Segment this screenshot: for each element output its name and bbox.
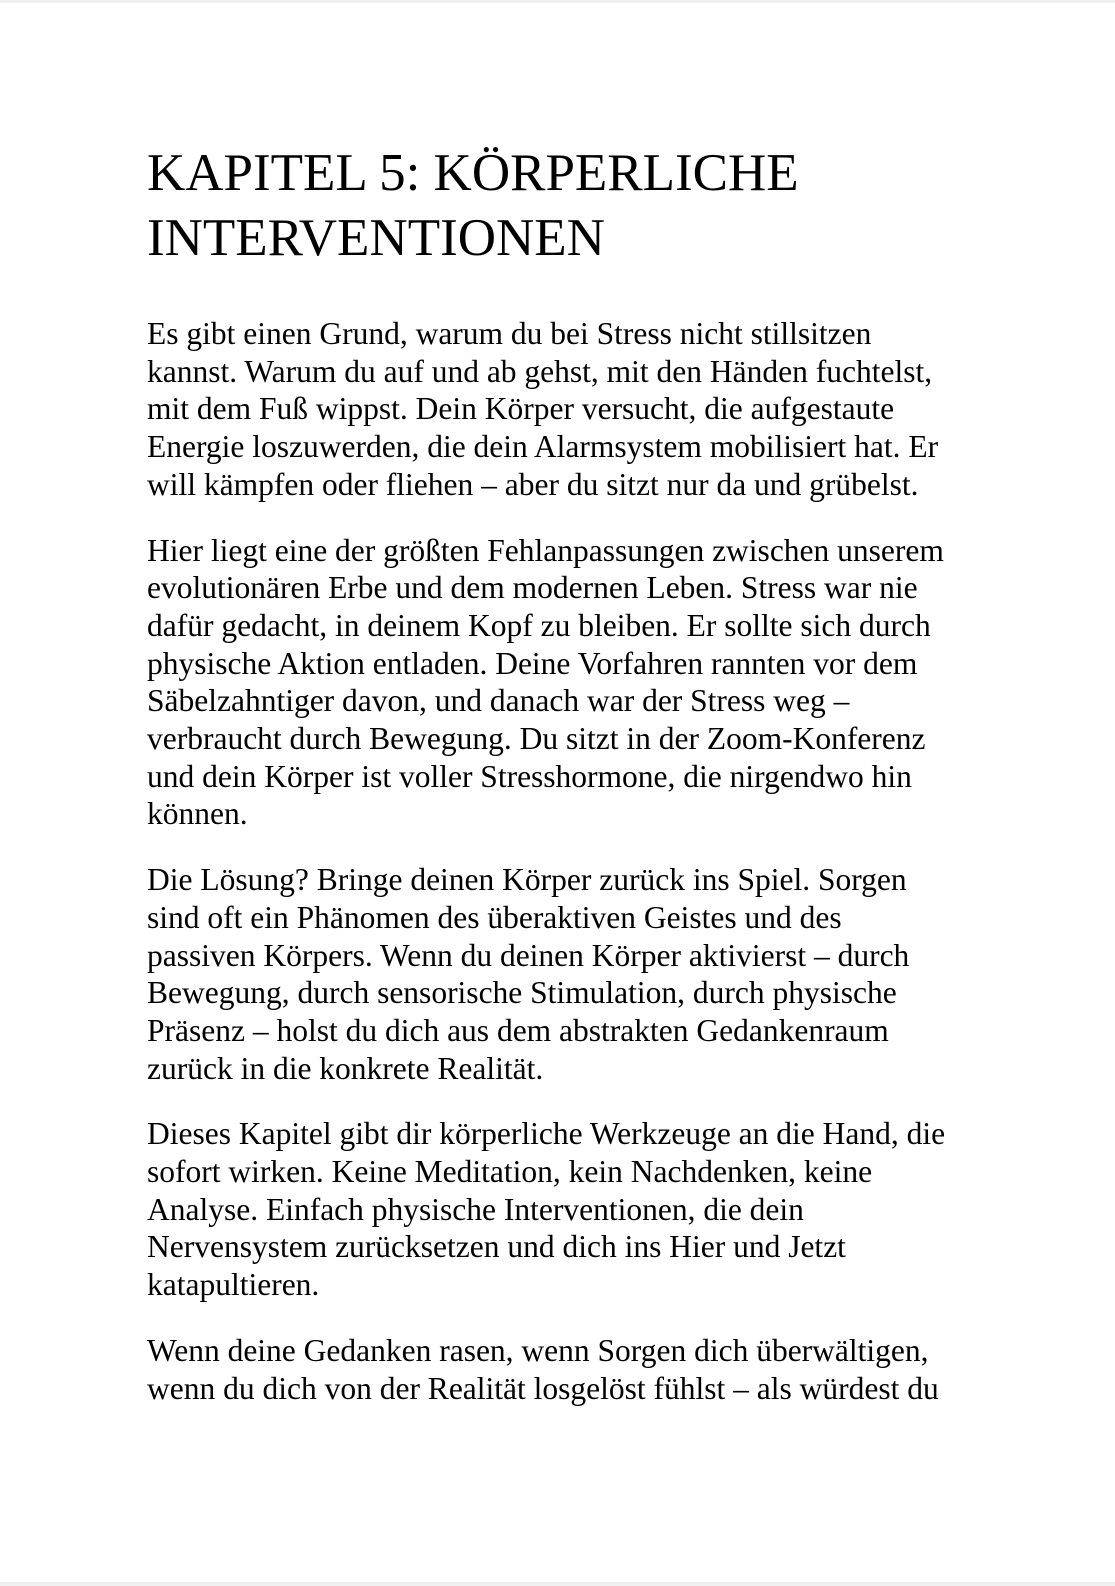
body-paragraph: Dieses Kapitel gibt dir körperliche Werkzeuge an die Hand, die sofort wirken. Keine Meditation, kein Nachdenken, keine Analyse. Einfach physische Interventionen, die dein Nervensystem zurücksetzen und dich ins Hier und Jetzt katapultieren. <box>147 1116 946 1303</box>
chapter-title: KAPITEL 5: KÖRPERLICHE INTERVENTIONEN <box>147 144 799 267</box>
body-paragraph: Es gibt einen Grund, warum du bei Stress nicht stillsitzen kannst. Warum du auf und ab gehst, mit den Händen fuchtelst, mit dem Fuß wippst. Dein Körper versucht, die aufgestaute Energie loszuwerden, die dein Alarmsystem mobilisiert hat. Er will kämpfen oder fliehen – aber du sitzt nur da und grübelst. <box>147 316 939 502</box>
body-paragraph: Wenn deine Gedanken rasen, wenn Sorgen dich überwältigen, wenn du dich von der Realität losgelöst fühlst – als würdest du <box>147 1332 939 1406</box>
page-bottom-divider <box>0 1582 1115 1586</box>
body-paragraph: Hier liegt eine der größten Fehlanpassungen zwischen unserem evolutionären Erbe und dem modernen Leben. Stress war nie dafür gedacht, in deinem Kopf zu bleiben. Er sollte sich durch physische Aktion entladen. Deine Vorfahren rannten vor dem Säbelzahntiger davon, und danach war der Stress weg – verbraucht durch Bewegung. Du sitzt in der Zoom-Konferenz und dein Körper ist voller Stresshormone, die nirgendwo hin können. <box>147 532 944 832</box>
page-content <box>147 0 953 1407</box>
body-paragraph: Die Lösung? Bringe deinen Körper zurück ins Spiel. Sorgen sind oft ein Phänomen des überaktiven Geistes und des passiven Körpers. Wenn du deinen Körper aktivierst – durch Bewegung, durch sensorische Stimulation, durch physische Präsenz – holst du dich aus dem abstrakten Gedankenraum zurück in die konkrete Realität. <box>147 862 910 1086</box>
